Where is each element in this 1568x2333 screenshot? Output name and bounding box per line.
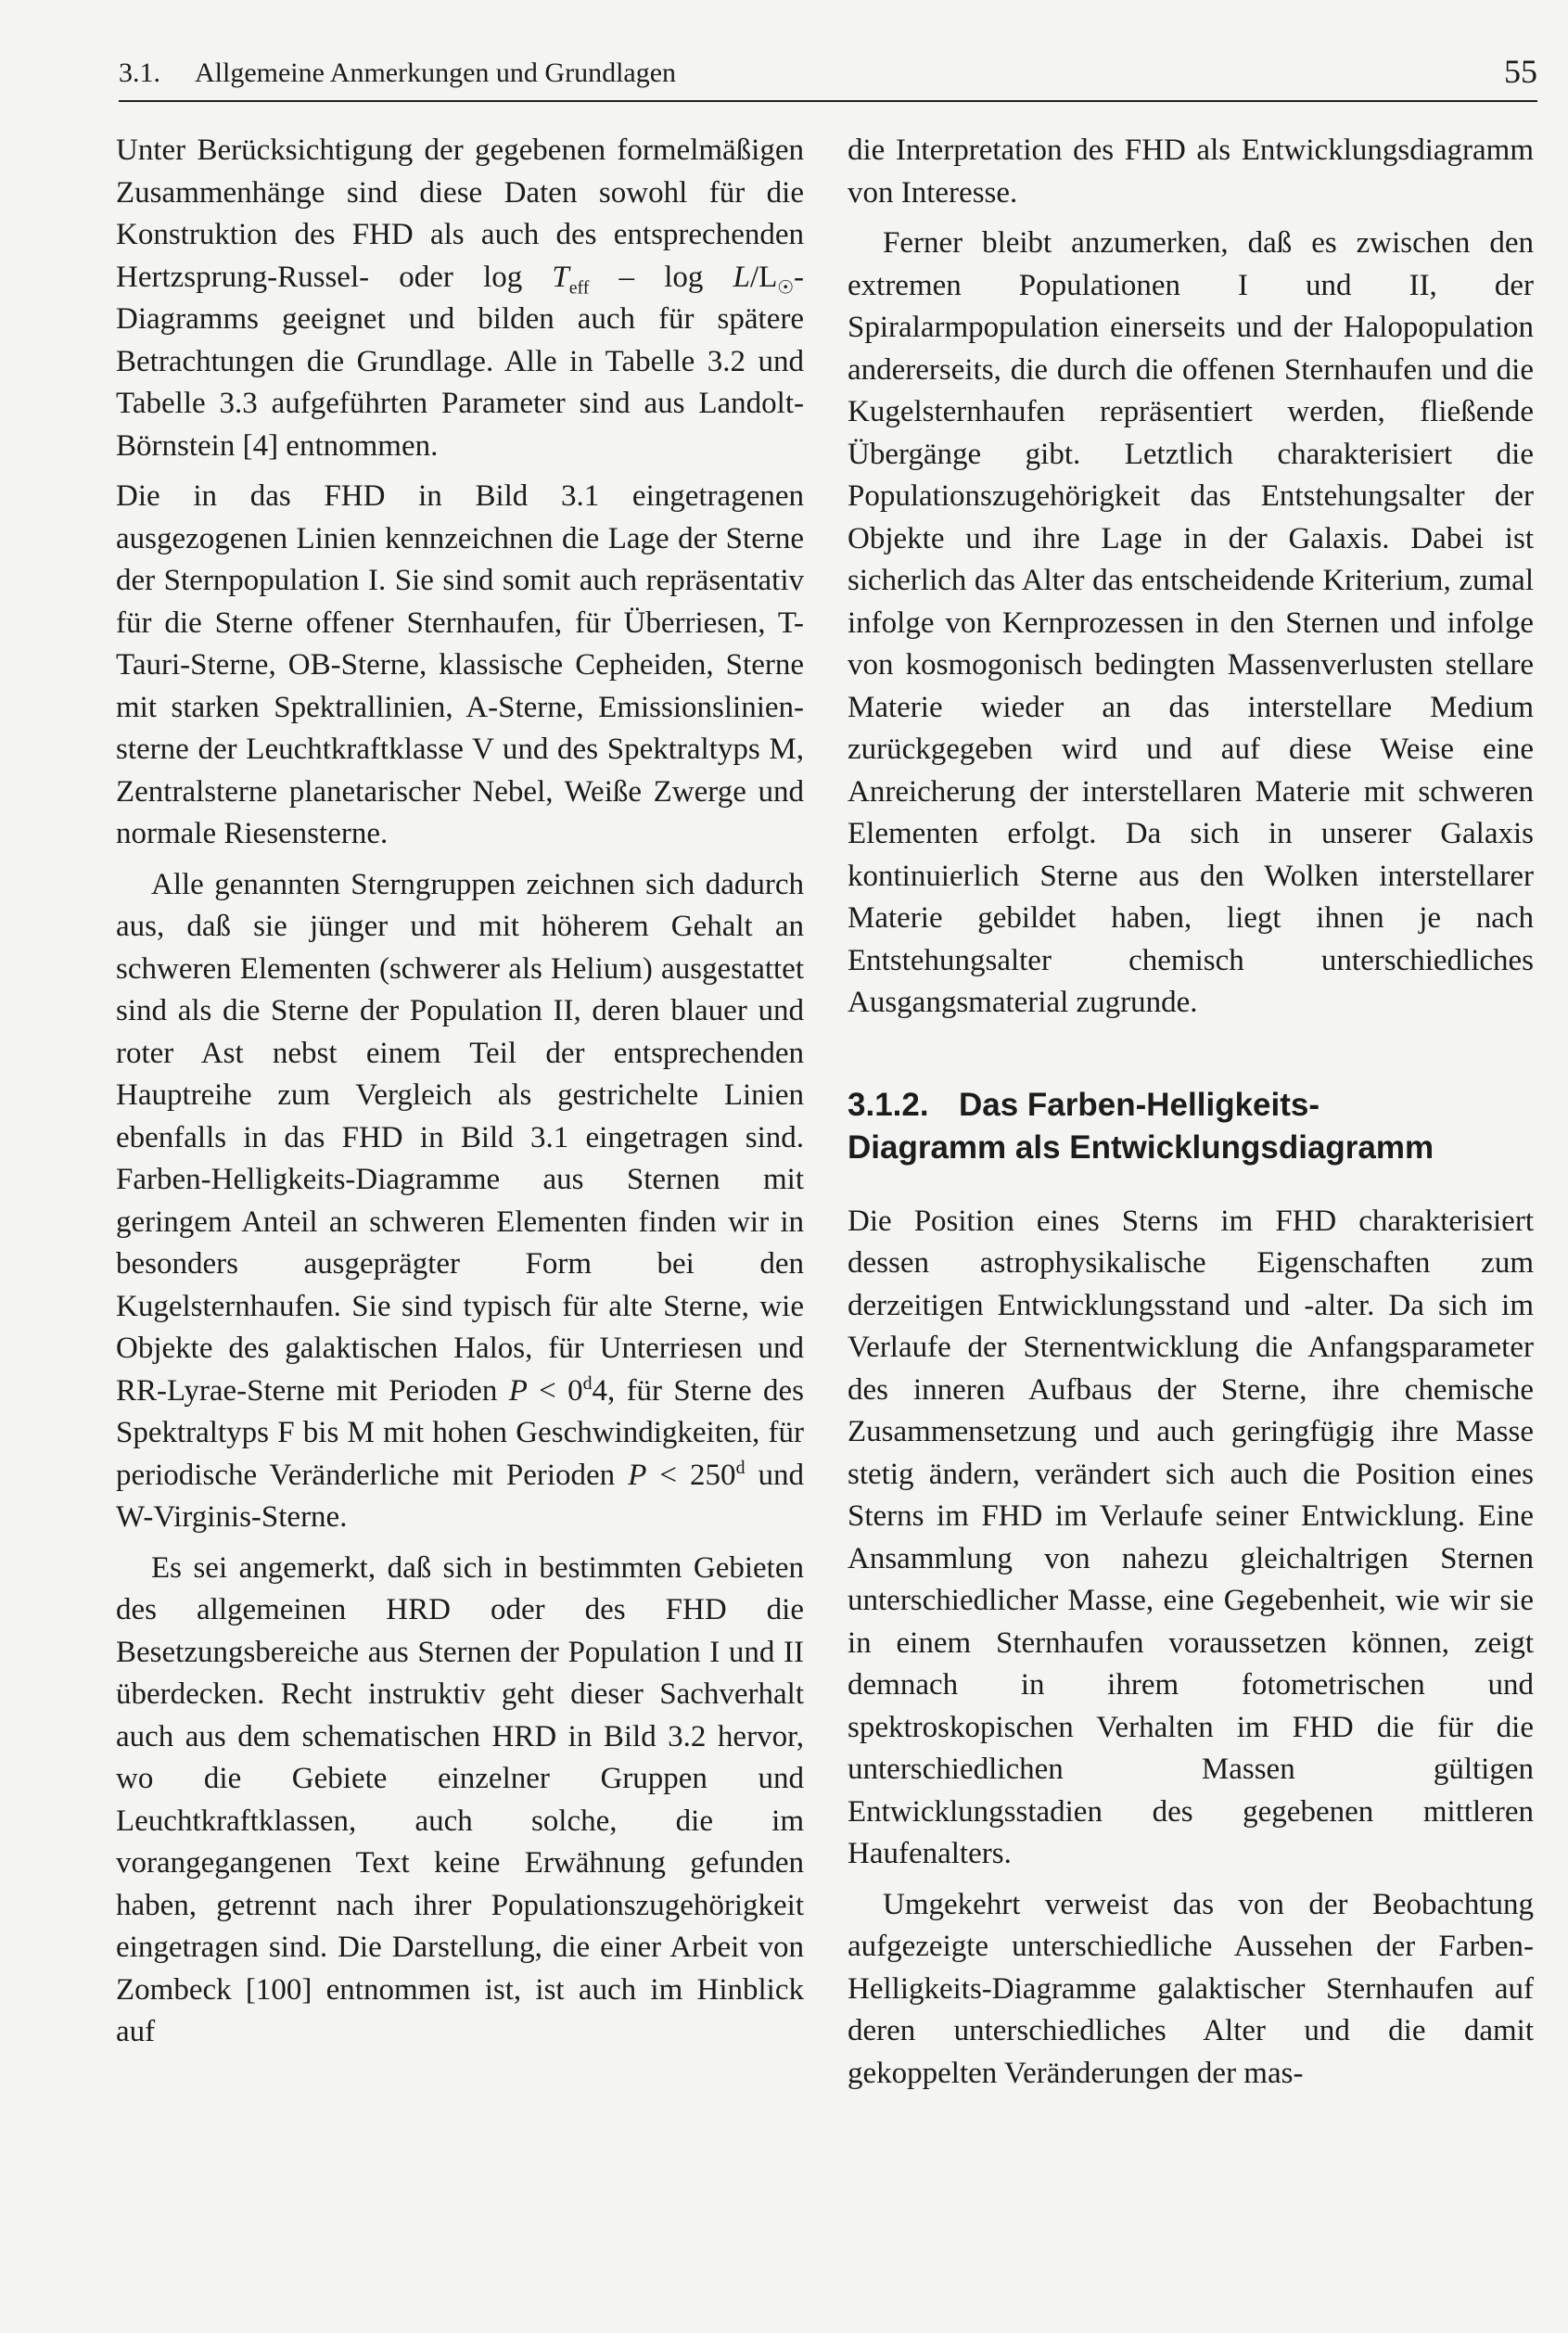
text-run: Unter Berücksichtigung der gegebenen formelmäßigen Zusammenhänge sind diese Daten sowohl für die Konstruktion des FHD als auch des entsprechenden Hertzsprung-Russel- oder log <box>116 134 804 294</box>
teff-symbol: T <box>552 260 569 294</box>
section-title-line1: Das Farben-Helligkeits- <box>959 1086 1319 1123</box>
section-number: 3.1.2. <box>848 1086 929 1123</box>
text-run: < 250 <box>646 1458 736 1492</box>
sun-subscript-icon: ☉ <box>777 277 794 299</box>
luminosity-ratio: /L <box>749 260 778 294</box>
paragraph-4: Es sei angemerkt, daß sich in bestimmten Gebieten des allgemeinen HRD oder des FHD die Besetzungsbereiche aus Sternen der Population I und II überdecken. Recht instruktiv geht dieser Sachverhalt auch aus dem schematischen HRD in Bild 3.2 hervor, wo die Gebiete einzelner Gruppen und Leuchtkraftklassen, auch solche, die im vorangegangenen Text keine Erwähnung gefunden haben, getrennt nach ihrer Populationszugehörigkeit eingetragen sind. Die Darstellung, die einer Arbeit von Zombeck [100] entnommen ist, ist auch im Hinblick auf <box>116 1550 804 2048</box>
paragraph-3 <box>116 864 804 1539</box>
day-superscript: d <box>735 1457 746 1478</box>
paragraph-conversely: Umgekehrt verweist das von der Beobachtung aufgezeigte unterschiedliche Aussehen der Farben-Helligkeits-Diagramme galaktischer Sternhaufen auf deren unterschiedliches Alter und die damit gekoppelten Veränderungen der mas- <box>848 1887 1534 2090</box>
header-section-number: 3.1. <box>119 57 160 88</box>
period-symbol: P <box>508 1373 528 1408</box>
right-column <box>848 130 1534 2095</box>
section-title-line2: Diagramm als Entwicklungsdiagramm <box>848 1128 1434 1166</box>
paragraph-position: Die Position eines Sterns im FHD charakterisiert dessen astrophysikalische Eigenschaften zum derzeitigen Entwicklungsstand und -alter. Da sich im Verlaufe der Sternentwicklung die Anfangsparameter des inneren Aufbaus der Sterne, ihre chemische Zusammensetzung und auch geringfügig ihre Masse stetig ändern, verändert sich auch die Position eines Sterns im FHD im Verlaufe seiner Entwicklung. Eine Ansammlung von nahezu gleichaltrigen Sternen unterschiedlicher Masse, eine Gegebenheit, wie wir sie in einem Sternhaufen voraussetzen können, zeigt demnach in ihrem fotometrischen und spektroskopischen Verhalten im FHD die für die unterschiedlichen Massen gültigen Entwicklungsstadien des gegebenen mittleren Haufenalters. <box>848 1204 1534 1870</box>
section-heading <box>848 1084 1534 1169</box>
text-run: – log <box>589 260 733 294</box>
luminosity-symbol: L <box>733 260 750 294</box>
paragraph-continued: die Interpretation des FHD als Entwicklungsdiagramm von Interesse. <box>848 134 1534 210</box>
page-number: 55 <box>1504 53 1537 90</box>
text-run: < 0 <box>527 1373 583 1408</box>
teff-subscript: eff <box>568 277 590 299</box>
text-run: Alle genannten Sterngruppen zeichnen sich dadurch aus, daß sie jünger und mit höherem Gehalt an schweren Elementen (schwerer als Helium) ausgestattet sind als die Sterne der Population II, deren blauer und roter Ast nebst einem Teil der entsprechenden Hauptreihe zum Vergleich als gestrichelte Linien ebenfalls in das FHD in Bild 3.1 eingetragen sind. Farben-Helligkeits-Diagramme aus Sternen mit geringem Anteil an schweren Elementen finden wir in besonders ausgeprägter Form bei den Kugelsternhaufen. Sie sind typisch für alte Sterne, wie Objekte des galaktischen Halos, für Unterriesen und RR-Lyrae-Sterne mit Perioden <box>116 867 804 1408</box>
running-header <box>119 54 1537 102</box>
text-run: 4, für Sterne des Spektraltyps F bis M mit hohen Geschwindigkeiten, für periodische Veränderliche mit Perioden <box>116 1373 804 1492</box>
left-column <box>116 130 804 2054</box>
header-chapter-title: Allgemeine Anmerkungen und Grundlagen <box>195 57 677 88</box>
text-run: und W-Virginis-Sterne. <box>116 1458 804 1534</box>
paragraph-2: Die in das FHD in Bild 3.1 eingetragenen ausgezogenen Linien kennzeichnen die Lage der Sterne der Sternpopulation I. Sie sind somit auch repräsentativ für die Sterne offener Sternhaufen, für Überriesen, T-Tauri-Sterne, OB-Sterne, klassische Cepheiden, Sterne mit starken Spektrallinien, A-Sterne, Emissionslinien-sterne der Leuchtkraftklasse V und des Spektraltyps M, Zentralsterne planetarischer Nebel, Weiße Zwerge und normale Riesensterne. <box>116 479 804 850</box>
paragraph-1 <box>116 130 804 467</box>
day-superscript: d <box>582 1372 593 1394</box>
text-run: -Diagramms geeignet und bilden auch für spätere Betrachtungen die Grundlage. Alle in Tabelle 3.2 und Tabelle 3.3 aufgeführten Parameter sind aus Landolt-Börnstein [4] entnommen. <box>116 260 804 463</box>
period-symbol: P <box>628 1458 647 1492</box>
paragraph-populations: Ferner bleibt anzumerken, daß es zwischen den extremen Populationen I und II, der Spiralarmpopulation einerseits und der Halopopulation andererseits, die durch die offenen Sternhaufen und die Kugelsternhaufen repräsentiert werden, fließende Übergänge gibt. Letztlich charakterisiert die Populationszugehörigkeit das Entstehungsalter der Objekte und ihre Lage in der Galaxis. Dabei ist sicherlich das Alter das entscheidende Kriterium, zumal infolge von Kernprozessen in den Sternen und infolge von kosmogonisch bedingten Massenverlusten stellare Materie wieder an das interstellare Medium zurückgegeben wird und auf diese Weise eine Anreicherung der interstellaren Materie mit schweren Elementen erfolgt. Da sich in unserer Galaxis kontinuierlich Sterne aus den Wolken interstellarer Materie gebildet haben, liegt ihnen je nach Entstehungsalter chemisch unterschiedliches Ausgangsmaterial zugrunde. <box>848 226 1534 1019</box>
